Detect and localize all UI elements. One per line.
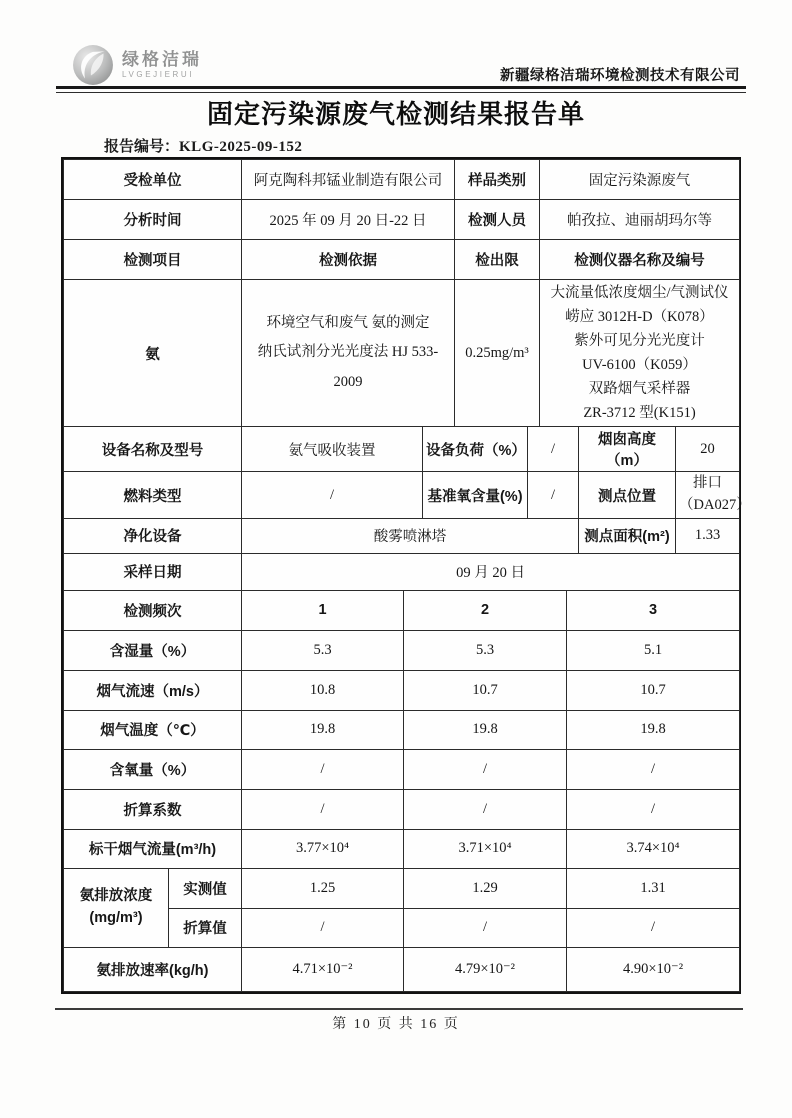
concentration-label [64, 868, 169, 947]
inspected-unit-label: 受检单位 [64, 160, 242, 200]
logo-text-cn: 绿格洁瑞 [122, 49, 202, 69]
frequency-1: 1 [242, 590, 404, 630]
inspected-unit-value: 阿克陶科邦锰业制造有限公司 [242, 160, 455, 200]
temperature-2: 19.8 [404, 710, 567, 749]
stack-height-label: 烟囱高度（m） [579, 427, 676, 472]
logo-swirl-icon [72, 44, 114, 86]
table-row [64, 427, 740, 472]
method-line: 环境空气和废气 氨的测定 [266, 314, 430, 331]
instrument-line: UV-6100（K059） [582, 357, 697, 374]
oxygen-3: / [567, 749, 740, 789]
table-row [64, 947, 740, 991]
table-row [64, 630, 740, 670]
table-row [64, 160, 740, 200]
temperature-3: 19.8 [567, 710, 740, 749]
report-number-value: KLG-2025-09-152 [179, 139, 303, 155]
analysis-time-label: 分析时间 [64, 200, 242, 240]
ref-oxygen-value: / [528, 472, 579, 519]
purification-label: 净化设备 [64, 518, 242, 553]
velocity-3: 10.7 [567, 670, 740, 710]
measured-1: 1.25 [242, 868, 404, 908]
ref-oxygen-label: 基准氧含量(%) [423, 472, 528, 519]
measured-label: 实测值 [169, 868, 242, 908]
equipment-name-value: 氨气吸收装置 [242, 427, 423, 472]
frequency-label: 检测频次 [64, 590, 242, 630]
fuel-type-label: 燃料类型 [64, 472, 242, 519]
converted-label: 折算值 [169, 908, 242, 947]
equipment-load-label: 设备负荷（%） [423, 427, 528, 472]
page-title: 固定污染源废气检测结果报告单 [206, 99, 585, 129]
temperature-1: 19.8 [242, 710, 404, 749]
velocity-label: 烟气流速（m/s） [64, 670, 242, 710]
converted-3: / [567, 908, 740, 947]
header-rule [56, 86, 746, 93]
point-area-label: 测点面积(m²) [579, 518, 676, 553]
emission-rate-label: 氨排放速率(kg/h) [64, 947, 242, 991]
method-value [242, 280, 455, 427]
company-logo [72, 44, 202, 86]
point-position-line: （DA027） [679, 497, 751, 514]
table-row [64, 240, 740, 280]
emission-rate-2: 4.79×10⁻² [404, 947, 567, 991]
fuel-type-value: / [242, 472, 423, 519]
conversion-factor-1: / [242, 789, 404, 829]
item-value: 氨 [64, 280, 242, 427]
instrument-line: ZR-3712 型(K151) [583, 405, 696, 422]
stack-height-value: 20 [676, 427, 740, 472]
instrument-line: 双路烟气采样器 [588, 381, 691, 398]
table-row [64, 472, 740, 519]
sampling-date-value: 09 月 20 日 [242, 553, 740, 590]
concentration-label-line: 氨排放浓度 [79, 888, 153, 905]
sampling-date-label: 采样日期 [64, 553, 242, 590]
frequency-2: 2 [404, 590, 567, 630]
results-table [61, 157, 751, 994]
emission-rate-1: 4.71×10⁻² [242, 947, 404, 991]
table-row [64, 749, 740, 789]
converted-2: / [404, 908, 567, 947]
table-row [64, 670, 740, 710]
table-row [64, 553, 740, 590]
instrument-line: 崂应 3012H-D（K078） [565, 309, 714, 326]
humidity-1: 5.3 [242, 630, 404, 670]
table-row [64, 789, 740, 829]
point-area-value: 1.33 [676, 518, 740, 553]
dry-flow-2: 3.71×10⁴ [404, 829, 567, 868]
point-position-label: 测点位置 [579, 472, 676, 519]
velocity-1: 10.8 [242, 670, 404, 710]
sample-type-label: 样品类别 [455, 160, 540, 200]
frequency-3: 3 [567, 590, 740, 630]
table-row [64, 518, 740, 553]
temperature-label: 烟气温度（℃） [64, 710, 242, 749]
point-position-line: 排口 [693, 475, 722, 492]
humidity-3: 5.1 [567, 630, 740, 670]
converted-1: / [242, 908, 404, 947]
dry-flow-3: 3.74×10⁴ [567, 829, 740, 868]
instrument-header: 检测仪器名称及编号 [540, 240, 740, 280]
humidity-label: 含湿量（%） [64, 630, 242, 670]
dry-flow-1: 3.77×10⁴ [242, 829, 404, 868]
instrument-value [540, 280, 740, 427]
company-name: 新疆绿格洁瑞环境检测技术有限公司 [500, 68, 740, 84]
table-row [64, 829, 740, 868]
measured-3: 1.31 [567, 868, 740, 908]
table-row [64, 868, 740, 908]
method-header: 检测依据 [242, 240, 455, 280]
velocity-2: 10.7 [404, 670, 567, 710]
conversion-factor-label: 折算系数 [64, 789, 242, 829]
oxygen-label: 含氧量（%） [64, 749, 242, 789]
detection-limit-value: 0.25mg/m³ [455, 280, 540, 427]
instrument-line: 大流量低浓度烟尘/气测试仪 [550, 285, 729, 301]
emission-rate-3: 4.90×10⁻² [567, 947, 740, 991]
report-number-label: 报告编号： [104, 138, 180, 155]
footer-rule [55, 1008, 743, 1010]
oxygen-2: / [404, 749, 567, 789]
instrument-line: 紫外可见分光光度计 [574, 333, 705, 350]
equipment-load-value: / [528, 427, 579, 472]
report-number [104, 135, 302, 156]
measurement-section [63, 553, 740, 992]
equipment-section [63, 426, 751, 554]
method-line: 纳氏试剂分光光度法 HJ 533-2009 [257, 344, 439, 391]
personnel-label: 检测人员 [455, 200, 540, 240]
page-number: 第 10 页 共 16 页 [332, 1017, 460, 1032]
concentration-label-line: (mg/m³) [89, 909, 143, 926]
info-section [63, 159, 740, 427]
purification-value: 酸雾喷淋塔 [242, 518, 579, 553]
table-row [64, 280, 740, 427]
logo-text-en: LVGEJIERUI [122, 70, 195, 80]
table-row [64, 590, 740, 630]
oxygen-1: / [242, 749, 404, 789]
sample-type-value: 固定污染源废气 [540, 160, 740, 200]
point-position-value [676, 472, 751, 519]
humidity-2: 5.3 [404, 630, 567, 670]
personnel-value: 帕孜拉、迪丽胡玛尔等 [540, 200, 740, 240]
table-row [64, 200, 740, 240]
analysis-time-value: 2025 年 09 月 20 日-22 日 [242, 200, 455, 240]
equipment-name-label: 设备名称及型号 [64, 427, 242, 472]
detection-limit-header: 检出限 [455, 240, 540, 280]
conversion-factor-2: / [404, 789, 567, 829]
measured-2: 1.29 [404, 868, 567, 908]
item-header: 检测项目 [64, 240, 242, 280]
table-row [64, 710, 740, 749]
conversion-factor-3: / [567, 789, 740, 829]
dry-flow-label: 标干烟气流量(m³/h) [64, 829, 242, 868]
